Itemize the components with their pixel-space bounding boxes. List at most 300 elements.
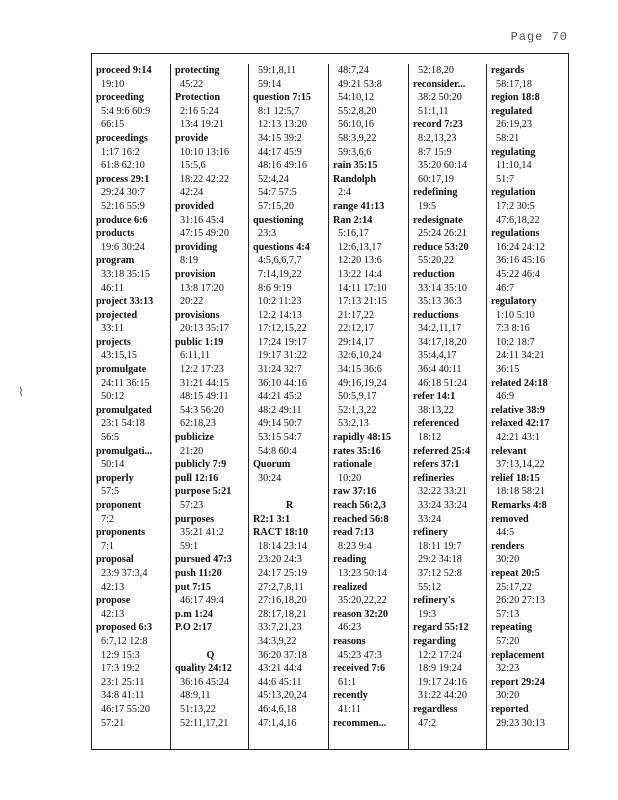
index-reference: 54:10,12 bbox=[338, 92, 374, 104]
index-column-1 bbox=[92, 64, 171, 749]
index-term: public 1:19 bbox=[175, 336, 224, 348]
index-reference: 45:22 46:4 bbox=[496, 268, 540, 280]
index-column-2 bbox=[171, 64, 249, 749]
index-term: regulations bbox=[491, 228, 540, 240]
index-term: protecting bbox=[175, 65, 220, 76]
index-reference: 56:5 bbox=[101, 432, 120, 444]
index-reference: 12:13 13:20 bbox=[258, 119, 307, 131]
index-reference: 21:17,22 bbox=[338, 309, 374, 321]
index-reference: 48:7,24 bbox=[338, 65, 369, 76]
index-reference: 55:20,22 bbox=[418, 255, 454, 267]
index-term: reach 56:2,3 bbox=[333, 500, 387, 511]
index-term: rationale bbox=[333, 459, 373, 471]
index-term: rates 35:16 bbox=[333, 445, 381, 457]
index-column-4 bbox=[329, 64, 409, 749]
index-term: recommen... bbox=[333, 717, 387, 729]
index-reference: 1:17 16:2 bbox=[101, 146, 140, 158]
index-term: questions 4:4 bbox=[253, 241, 310, 253]
index-reference: 17:12,15,22 bbox=[258, 323, 307, 335]
index-reference: 57:5 bbox=[101, 486, 120, 498]
index-reference: 41:11 bbox=[338, 703, 361, 715]
index-reference: 2:16 5:24 bbox=[180, 105, 219, 117]
index-reference: 33:24 33:24 bbox=[418, 500, 467, 511]
index-reference: 57:13 bbox=[496, 608, 520, 620]
index-reference: 18:9 19:24 bbox=[418, 663, 462, 675]
index-reference: 5:16,17 bbox=[338, 228, 369, 240]
index-term: proponents bbox=[96, 527, 146, 539]
index-term: quality 24:12 bbox=[175, 663, 232, 675]
index-term: raw 37:16 bbox=[333, 486, 377, 498]
index-term: reached 56:8 bbox=[333, 513, 389, 525]
index-reference: 18:18 58:21 bbox=[496, 486, 545, 498]
index-term: reading bbox=[333, 554, 367, 566]
index-term: P.O 2:17 bbox=[175, 622, 212, 634]
index-reference: 17:13 21:15 bbox=[338, 296, 387, 308]
index-reference: 58:3,9,22 bbox=[338, 132, 377, 144]
index-reference: 45:23 47:3 bbox=[338, 649, 382, 661]
index-reference: 44:17 45:9 bbox=[258, 146, 302, 158]
index-reference: 35:4,4,17 bbox=[418, 350, 457, 362]
index-term: regard 55:12 bbox=[413, 622, 469, 634]
index-reference: 7:1 bbox=[101, 540, 115, 552]
index-reference: 46:23 bbox=[338, 622, 362, 634]
index-term: Protection bbox=[175, 92, 221, 104]
index-term: provisions bbox=[175, 309, 220, 321]
index-reference: 48:16 49:16 bbox=[258, 160, 307, 172]
index-term: rain 35:15 bbox=[333, 160, 378, 172]
index-reference: 52:11,17,21 bbox=[180, 717, 229, 729]
index-term: reasons bbox=[333, 635, 366, 647]
index-term: promulgati... bbox=[96, 445, 153, 457]
index-reference: 36:20 37:18 bbox=[258, 649, 307, 661]
index-reference: 58:21 bbox=[496, 132, 520, 144]
index-term: purposes bbox=[175, 513, 215, 525]
index-section-letter: Q bbox=[206, 649, 215, 661]
index-reference: 12:2 17:23 bbox=[180, 364, 224, 376]
index-term: Remarks 4:8 bbox=[491, 500, 547, 511]
index-reference: 32:6,10,24 bbox=[338, 350, 382, 362]
index-reference: 45:22 bbox=[180, 78, 204, 90]
index-term: proponent bbox=[96, 500, 142, 511]
index-reference: 1:10 5:10 bbox=[496, 309, 535, 321]
index-reference: 25:17,22 bbox=[496, 581, 532, 593]
index-reference: 33:24 bbox=[418, 513, 442, 525]
index-reference: 61:1 bbox=[338, 676, 357, 688]
index-term: products bbox=[96, 228, 135, 240]
index-term: referenced bbox=[413, 418, 460, 430]
index-term: pursued 47:3 bbox=[175, 554, 232, 566]
index-term: repeat 20:5 bbox=[491, 567, 540, 579]
index-spacer bbox=[173, 635, 248, 649]
index-reference: 62:18,23 bbox=[180, 418, 216, 430]
index-reference: 12:6,13,17 bbox=[338, 241, 382, 253]
index-term: redesignate bbox=[413, 214, 463, 226]
index-term: reductions bbox=[413, 309, 459, 321]
index-term: regardless bbox=[413, 703, 458, 715]
index-reference: 20:22 bbox=[180, 296, 204, 308]
index-reference: 30:20 bbox=[496, 690, 520, 702]
index-reference: 31:21 44:15 bbox=[180, 377, 229, 389]
index-reference: 23:1 54:18 bbox=[101, 418, 145, 430]
index-reference: 2:4 bbox=[338, 187, 352, 199]
index-term: process 29:1 bbox=[96, 173, 150, 185]
index-reference: 53:15 54:7 bbox=[258, 432, 302, 444]
index-reference: 48:15 49:11 bbox=[180, 391, 229, 403]
index-term: produce 6:6 bbox=[96, 214, 148, 226]
index-reference: 23:1 25:11 bbox=[101, 676, 145, 688]
index-term: project 33:13 bbox=[96, 296, 154, 308]
index-term: RACT 18:10 bbox=[253, 527, 308, 539]
index-reference: 59:1,8,11 bbox=[258, 65, 297, 76]
index-reference: 36:15 bbox=[496, 364, 520, 376]
index-reference: 42:13 bbox=[101, 608, 125, 620]
index-reference: 54:7 57:5 bbox=[258, 187, 297, 199]
index-reference: 5:4 9:6 60:9 bbox=[101, 105, 151, 117]
index-reference: 52:1,3,22 bbox=[338, 404, 377, 416]
index-column-6 bbox=[487, 64, 570, 749]
index-term: related 24:18 bbox=[491, 377, 548, 389]
index-reference: 16:24 24:12 bbox=[496, 241, 545, 253]
index-reference: 27:16,18,20 bbox=[258, 595, 307, 607]
index-reference: 8:19 bbox=[180, 255, 199, 267]
index-reference: 61:8 62:10 bbox=[101, 160, 145, 172]
index-reference: 57:21 bbox=[101, 717, 125, 729]
index-reference: 8:2,13,23 bbox=[418, 132, 457, 144]
index-term: proposed 6:3 bbox=[96, 622, 153, 634]
margin-mark: ⌇ bbox=[18, 385, 24, 399]
index-term: relaxed 42:17 bbox=[491, 418, 550, 430]
index-term: relief 18:15 bbox=[491, 472, 540, 484]
index-reference: 12:2 14:13 bbox=[258, 309, 302, 321]
index-term: region 18:8 bbox=[491, 92, 540, 104]
index-reference: 34:15 36:6 bbox=[338, 364, 382, 376]
index-reference: 31:16 45:4 bbox=[180, 214, 224, 226]
index-term: purpose 5:21 bbox=[175, 486, 232, 498]
index-term: Randolph bbox=[333, 173, 377, 185]
index-reference: 33:18 35:15 bbox=[101, 268, 150, 280]
index-reference: 53:2,13 bbox=[338, 418, 369, 430]
index-reference: 52:18,20 bbox=[418, 65, 454, 76]
index-term: refinery's bbox=[413, 595, 455, 607]
index-reference: 33:11 bbox=[101, 323, 124, 335]
index-term: pull 12:16 bbox=[175, 472, 219, 484]
index-reference: 57:20 bbox=[496, 635, 520, 647]
index-term: promulgated bbox=[96, 404, 152, 416]
index-reference: 54:8 60:4 bbox=[258, 445, 297, 457]
index-term: proceedings bbox=[96, 132, 148, 144]
index-reference: 36:16 45:24 bbox=[180, 676, 229, 688]
index-term: relative 38:9 bbox=[491, 404, 545, 416]
index-reference: 56:10,16 bbox=[338, 119, 374, 131]
index-reference: 27:2,7,8,11 bbox=[258, 581, 304, 593]
index-reference: 38:2 50:20 bbox=[418, 92, 462, 104]
index-reference: 24:11 36:15 bbox=[101, 377, 150, 389]
index-term: record 7:23 bbox=[413, 119, 463, 131]
index-reference: 34:17,18,20 bbox=[418, 336, 467, 348]
index-reference: 33:14 35:10 bbox=[418, 282, 467, 294]
index-term: provision bbox=[175, 268, 216, 280]
index-term: proceeding bbox=[96, 92, 144, 104]
index-term: regarding bbox=[413, 635, 456, 647]
page-label: Page 70 bbox=[510, 30, 568, 44]
index-reference: 8:6 9:19 bbox=[258, 282, 292, 294]
index-reference: 24:17 25:19 bbox=[258, 567, 307, 579]
index-reference: 21:20 bbox=[180, 445, 204, 457]
index-reference: 10:20 bbox=[338, 472, 362, 484]
index-reference: 42:13 bbox=[101, 581, 125, 593]
index-reference: 36:4 40:11 bbox=[418, 364, 462, 376]
index-reference: 44:5 bbox=[496, 527, 515, 539]
index-reference: 50:5,9,17 bbox=[338, 391, 377, 403]
index-term: relevant bbox=[491, 445, 527, 457]
index-reference: 19:10 bbox=[101, 78, 125, 90]
index-term: referred 25:4 bbox=[413, 445, 471, 457]
index-term: projected bbox=[96, 309, 138, 321]
index-reference: 48:2 49:11 bbox=[258, 404, 302, 416]
index-reference: 22:12,17 bbox=[338, 323, 374, 335]
index-reference: 34:15 39:2 bbox=[258, 132, 302, 144]
index-term: regulatory bbox=[491, 296, 537, 308]
index-term: question 7:15 bbox=[253, 92, 312, 104]
index-reference: 35:20 60:14 bbox=[418, 160, 467, 172]
index-reference: 18:22 42:22 bbox=[180, 173, 229, 185]
index-reference: 66:15 bbox=[101, 119, 125, 131]
index-term: redefining bbox=[413, 187, 458, 199]
index-reference: 19:5 bbox=[418, 200, 437, 212]
index-reference: 57:15,20 bbox=[258, 200, 294, 212]
index-reference: 34:8 41:11 bbox=[101, 690, 145, 702]
index-reference: 11:10,14 bbox=[496, 160, 532, 172]
index-term: properly bbox=[96, 472, 134, 484]
index-reference: 8:23 9:4 bbox=[338, 540, 372, 552]
index-term: received 7:6 bbox=[333, 663, 386, 675]
index-reference: 47:1,4,16 bbox=[258, 717, 297, 729]
index-reference: 7:3 8:16 bbox=[496, 323, 530, 335]
index-term: regulating bbox=[491, 146, 536, 158]
index-reference: 45:13,20,24 bbox=[258, 690, 307, 702]
index-reference: 23:3 bbox=[258, 228, 277, 240]
index-reference: 29:14,17 bbox=[338, 336, 374, 348]
index-reference: 13:8 17:20 bbox=[180, 282, 224, 294]
index-section-letter: R bbox=[285, 500, 294, 511]
index-term: push 11:20 bbox=[175, 567, 222, 579]
index-reference: 46:17 49:4 bbox=[180, 595, 224, 607]
index-term: refer 14:1 bbox=[413, 391, 456, 403]
index-reference: 47:15 49:20 bbox=[180, 228, 229, 240]
index-reference: 46:11 bbox=[101, 282, 124, 294]
index-term: publicly 7:9 bbox=[175, 459, 227, 471]
index-reference: 51:13,22 bbox=[180, 703, 216, 715]
index-reference: 46:4,6,18 bbox=[258, 703, 297, 715]
index-reference: 52:16 55:9 bbox=[101, 200, 145, 212]
index-spacer bbox=[251, 485, 328, 499]
index-reference: 26:19,23 bbox=[496, 119, 532, 131]
index-reference: 46:9 bbox=[496, 391, 515, 403]
index-reference: 12:9 15:3 bbox=[101, 649, 140, 661]
index-reference: 23:20 24:3 bbox=[258, 554, 302, 566]
index-column-5 bbox=[409, 64, 487, 749]
index-reference: 37:13,14,22 bbox=[496, 459, 545, 471]
index-term: proposal bbox=[96, 554, 134, 566]
index-term: p.m 1:24 bbox=[175, 608, 213, 620]
index-reference: 50:14 bbox=[101, 459, 125, 471]
index-term: regards bbox=[491, 65, 525, 76]
index-reference: 35:21 41:2 bbox=[180, 527, 224, 539]
index-term: questioning bbox=[253, 214, 304, 226]
index-term: Ran 2:14 bbox=[333, 214, 373, 226]
index-term: propose bbox=[96, 595, 131, 607]
index-reference: 10:10 13:16 bbox=[180, 146, 229, 158]
index-term: reported bbox=[491, 703, 529, 715]
index-reference: 4:5,6,6,7,7 bbox=[258, 255, 302, 267]
index-term: publicize bbox=[175, 432, 215, 444]
index-reference: 42:21 43:1 bbox=[496, 432, 540, 444]
index-term: read 7:13 bbox=[333, 527, 374, 539]
index-reference: 36:10 44:16 bbox=[258, 377, 307, 389]
index-reference: 43:21 44:4 bbox=[258, 663, 302, 675]
index-reference: 50:12 bbox=[101, 391, 125, 403]
index-reference: 44:6 45:11 bbox=[258, 676, 302, 688]
index-reference: 13:23 50:14 bbox=[338, 567, 387, 579]
index-reference: 48:9,11 bbox=[180, 690, 211, 702]
index-reference: 37:12 52:8 bbox=[418, 567, 462, 579]
index-term: report 29:24 bbox=[491, 676, 545, 688]
index-reference: 18:12 bbox=[418, 432, 442, 444]
index-reference: 19:6 30:24 bbox=[101, 241, 145, 253]
index-reference: 38:13,22 bbox=[418, 404, 454, 416]
index-reference: 31:24 32:7 bbox=[258, 364, 302, 376]
index-term: provided bbox=[175, 200, 214, 212]
index-term: reconsider... bbox=[413, 78, 466, 90]
index-reference: 59:1 bbox=[180, 540, 199, 552]
index-term: provide bbox=[175, 132, 209, 144]
index-term: refers 37:1 bbox=[413, 459, 460, 471]
index-term: projects bbox=[96, 336, 131, 348]
index-reference: 60:17,19 bbox=[418, 173, 454, 185]
index-reference: 29:23 30:13 bbox=[496, 717, 545, 729]
index-reference: 34:2,11,17 bbox=[418, 323, 462, 335]
index-reference: 26:20 27:13 bbox=[496, 595, 545, 607]
word-index-frame bbox=[91, 53, 569, 750]
index-reference: 52:4,24 bbox=[258, 173, 289, 185]
index-reference: 55:12 bbox=[418, 581, 442, 593]
index-reference: 54:3 56:20 bbox=[180, 404, 224, 416]
index-reference: 44:21 45:2 bbox=[258, 391, 302, 403]
index-reference: 49:16,19,24 bbox=[338, 377, 387, 389]
index-reference: 57:23 bbox=[180, 500, 204, 511]
index-reference: 59:3,6,6 bbox=[338, 146, 372, 158]
index-reference: 20:13 35:17 bbox=[180, 323, 229, 335]
index-reference: 35:20,22,22 bbox=[338, 595, 387, 607]
index-term: program bbox=[96, 255, 135, 267]
index-reference: 29:24 30:7 bbox=[101, 187, 145, 199]
index-reference: 12:2 17:24 bbox=[418, 649, 462, 661]
index-reference: 18:14 23:14 bbox=[258, 540, 307, 552]
index-reference: 28:17,18,21 bbox=[258, 608, 307, 620]
index-reference: 19:3 bbox=[418, 608, 437, 620]
index-term: repeating bbox=[491, 622, 533, 634]
index-reference: 19:17 24:16 bbox=[418, 676, 467, 688]
index-term: removed bbox=[491, 513, 529, 525]
index-reference: 23:9 37:3,4 bbox=[101, 567, 148, 579]
index-reference: 33:7,21,23 bbox=[258, 622, 302, 634]
index-reference: 10:2 11:23 bbox=[258, 296, 302, 308]
index-reference: 30:20 bbox=[496, 554, 520, 566]
index-reference: 29:2 34:18 bbox=[418, 554, 462, 566]
index-term: realized bbox=[333, 581, 368, 593]
index-reference: 19:17 31:22 bbox=[258, 350, 307, 362]
index-reference: 36:16 45:16 bbox=[496, 255, 545, 267]
index-reference: 17:3 19:2 bbox=[101, 663, 140, 675]
index-reference: 51:1,11 bbox=[418, 105, 449, 117]
index-reference: 47:2 bbox=[418, 717, 437, 729]
index-term: promulgate bbox=[96, 364, 147, 376]
index-term: regulated bbox=[491, 105, 533, 117]
index-term: rapidly 48:15 bbox=[333, 432, 392, 444]
index-reference: 8:7 15:9 bbox=[418, 146, 452, 158]
index-reference: 17:2 30:5 bbox=[496, 200, 535, 212]
index-term: renders bbox=[491, 540, 525, 552]
index-reference: 42:24 bbox=[180, 187, 204, 199]
index-reference: 55:2,8,20 bbox=[338, 105, 377, 117]
index-reference: 17:24 19:17 bbox=[258, 336, 307, 348]
index-term: recently bbox=[333, 690, 368, 702]
index-term: replacement bbox=[491, 649, 545, 661]
index-reference: 13:4 19:21 bbox=[180, 119, 224, 131]
index-reference: 51:7 bbox=[496, 173, 515, 185]
index-term: refinery bbox=[413, 527, 448, 539]
index-reference: 32:23 bbox=[496, 663, 520, 675]
index-column-3 bbox=[249, 64, 329, 749]
index-reference: 30:24 bbox=[258, 472, 282, 484]
index-term: proceed 9:14 bbox=[96, 65, 152, 76]
index-reference: 10:2 18:7 bbox=[496, 336, 535, 348]
index-term: reason 32:20 bbox=[333, 608, 388, 620]
index-term: reduce 53:20 bbox=[413, 241, 469, 253]
index-reference: 34:3,9,22 bbox=[258, 635, 297, 647]
index-reference: 47:6,18,22 bbox=[496, 214, 540, 226]
index-term: R2:1 3:1 bbox=[253, 513, 291, 525]
index-reference: 31:22 44:20 bbox=[418, 690, 467, 702]
index-reference: 18:11 19:7 bbox=[418, 540, 462, 552]
index-term: providing bbox=[175, 241, 218, 253]
index-term: put 7:15 bbox=[175, 581, 211, 593]
index-reference: 49:14 50:7 bbox=[258, 418, 302, 430]
index-reference: 7:2 bbox=[101, 513, 115, 525]
index-reference: 58:17,18 bbox=[496, 78, 532, 90]
index-reference: 12:20 13:6 bbox=[338, 255, 382, 267]
index-reference: 24:11 34:21 bbox=[496, 350, 545, 362]
index-term: range 41:13 bbox=[333, 200, 385, 212]
index-reference: 7:14,19,22 bbox=[258, 268, 302, 280]
index-term: regulation bbox=[491, 187, 536, 199]
index-reference: 8:1 12:5,7 bbox=[258, 105, 300, 117]
index-term: refineries bbox=[413, 472, 455, 484]
index-reference: 46:7 bbox=[496, 282, 515, 294]
index-reference: 43:15,15 bbox=[101, 350, 137, 362]
index-reference: 46:17 55:20 bbox=[101, 703, 150, 715]
index-term: Quorum bbox=[253, 459, 291, 471]
index-reference: 25:24 26:21 bbox=[418, 228, 467, 240]
index-term: reduction bbox=[413, 268, 455, 280]
index-reference: 35:13 36:3 bbox=[418, 296, 462, 308]
index-reference: 15:5,6 bbox=[180, 160, 206, 172]
index-reference: 6:7,12 12:8 bbox=[101, 635, 148, 647]
index-reference: 59:14 bbox=[258, 78, 282, 90]
index-reference: 49:21 53:8 bbox=[338, 78, 382, 90]
index-reference: 14:11 17:10 bbox=[338, 282, 387, 294]
index-reference: 6:11,11 bbox=[180, 350, 211, 362]
